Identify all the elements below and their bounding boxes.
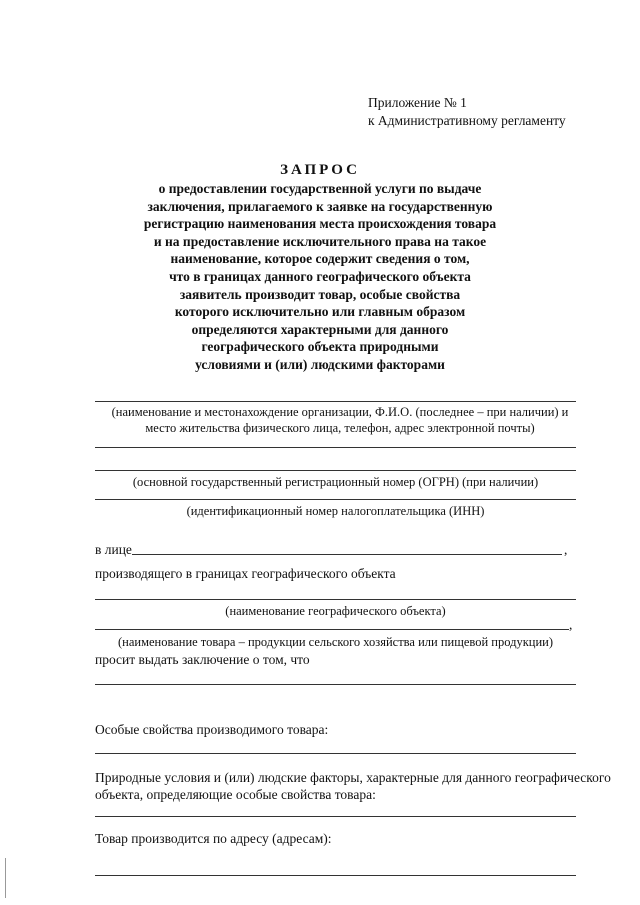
- comma: ,: [569, 617, 573, 632]
- comma: ,: [564, 542, 568, 557]
- product-caption: (наименование товара – продукции сельского хозяйства или пищевой продукции): [117, 635, 554, 649]
- title-line: о предоставлении государственной услуги по выдаче: [158, 181, 482, 196]
- title-line: и на предоставление исключительного права на такое: [153, 233, 487, 249]
- natural-conditions-label-2: объекта, определяющие особые свойства товара:: [95, 787, 376, 802]
- title-line: регистрацию наименования места происхождения товара: [143, 216, 497, 232]
- title-description: [100, 180, 540, 374]
- request-text: просит выдать заключение о том, что: [95, 652, 310, 667]
- special-properties-label: Особые свойства производимого товара:: [95, 722, 329, 737]
- geo-caption: (наименование географического объекта): [225, 604, 446, 618]
- title-line: наименование, которое содержит сведения о том,: [170, 251, 470, 267]
- address-fill-line[interactable]: [95, 875, 576, 876]
- document-title: ЗАПРОС: [280, 162, 360, 178]
- inn-caption: (идентификационный номер налогоплательщика (ИНН): [186, 504, 485, 518]
- org-caption-line2: место жительства физического лица, телефон, адрес электронной почты): [145, 421, 535, 435]
- scan-edge-mark: [5, 858, 6, 898]
- title-line: заявитель производит товар, особые свойства: [179, 286, 461, 302]
- title-line: условиями и (или) людскими факторами: [195, 356, 445, 372]
- conclusion-fill-line[interactable]: [95, 684, 576, 685]
- title-line: географического объекта природными: [201, 339, 439, 355]
- org-fill-line[interactable]: [95, 401, 576, 402]
- ogrn-fill-line[interactable]: [95, 470, 576, 471]
- geo-fill-line[interactable]: [95, 599, 576, 600]
- title-line: что в границах данного географического объекта: [169, 268, 471, 284]
- product-fill-line[interactable]: [95, 629, 569, 630]
- ogrn-caption: (основной государственный регистрационный номер (ОГРН) (при наличии): [132, 475, 539, 489]
- address-label: Товар производится по адресу (адресам):: [95, 831, 332, 846]
- appendix-number: Приложение № 1: [368, 95, 467, 110]
- inn-fill-line[interactable]: [95, 499, 576, 500]
- natural-conditions-fill-line[interactable]: [95, 816, 576, 817]
- natural-conditions-label-1: Природные условия и (или) людские факторы, характерные для данного географического: [95, 770, 611, 785]
- special-properties-fill-line[interactable]: [95, 753, 576, 754]
- appendix-reference: к Административному регламенту: [368, 113, 566, 128]
- title-line: определяются характерными для данного: [191, 321, 449, 337]
- title-line: заключения, прилагаемого к заявке на государственную: [147, 198, 493, 214]
- org-fill-line-2[interactable]: [95, 447, 576, 448]
- in-person-fill-line[interactable]: [132, 554, 562, 555]
- in-person-label: в лице: [95, 542, 132, 557]
- org-caption-line1: (наименование и местонахождение организации, Ф.И.О. (последнее – при наличии) и: [111, 405, 569, 419]
- title-line: которого исключительно или главным образом: [174, 304, 466, 320]
- producing-label: производящего в границах географического объекта: [95, 566, 396, 581]
